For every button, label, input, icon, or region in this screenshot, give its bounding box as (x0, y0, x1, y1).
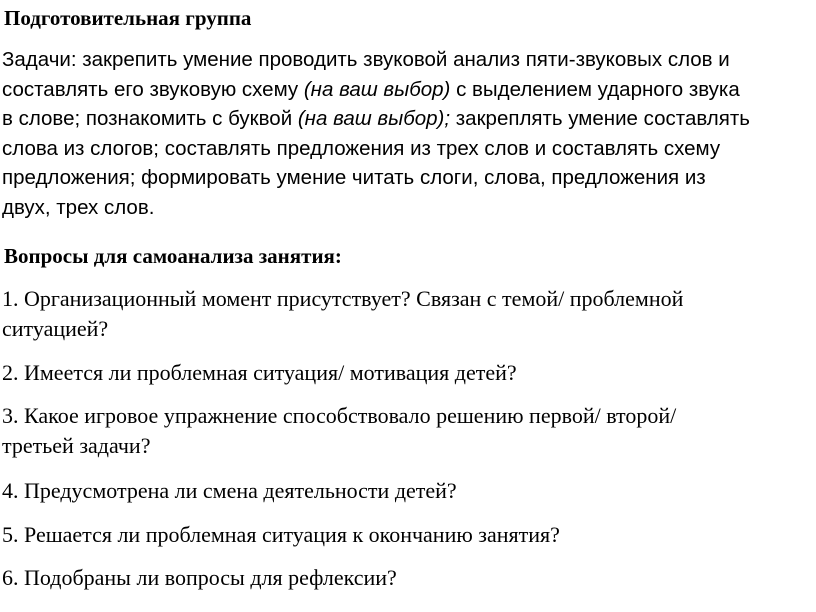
question-6-line-1: 6. Подобраны ли вопросы для рефлексии? (2, 565, 397, 590)
question-2 (2, 358, 808, 388)
tasks-line-2 (2, 75, 808, 105)
tasks-line-4: слова из слогов; составлять предложения из трех слов и составлять схему (2, 136, 721, 160)
tasks-line-6: двух, трех слов. (2, 195, 155, 219)
tasks-line-1: Задачи: закрепить умение проводить звуковой анализ пяти-звуковых слов и (2, 48, 730, 71)
question-6 (2, 563, 808, 593)
tasks-line-3-text-b: закреплять умение составлять (450, 107, 750, 130)
question-3-line-2: третьей задачи? (2, 432, 151, 458)
tasks-line-3 (2, 104, 808, 134)
question-4 (2, 476, 808, 506)
tasks-line-3-text-a: в слове; познакомить с буквой (2, 107, 298, 130)
question-4-line-1: 4. Предусмотрена ли смена деятельности детей? (2, 478, 457, 503)
question-5-line-1: 5. Решается ли проблемная ситуация к окончанию занятия? (2, 522, 560, 547)
question-1 (2, 284, 808, 343)
tasks-line-2-text-a: составлять его звуковую схему (2, 77, 304, 101)
tasks-paragraph (2, 45, 808, 222)
tasks-line-3-italic: (на ваш выбор); (297, 107, 451, 130)
section-title: Подготовительная группа (4, 6, 252, 30)
tasks-line-2-italic: (на ваш выбор) (303, 77, 451, 101)
question-5 (2, 520, 808, 550)
questions-title: Вопросы для самоанализа занятия: (4, 244, 342, 268)
tasks-line-2-text-b: с выделением ударного звука (450, 77, 740, 101)
tasks-line-5: предложения; формировать умение читать слоги, слова, предложения из (2, 166, 706, 189)
question-1-line-2: ситуацией? (2, 315, 109, 341)
question-1-line-1: 1. Организационный момент присутствует? Связан с темой/ проблемной (2, 286, 684, 311)
question-3 (2, 401, 808, 460)
question-3-line-1: 3. Какое игровое упражнение способствовало решению первой/ второй/ (2, 403, 677, 428)
question-2-line-1: 2. Имеется ли проблемная ситуация/ мотивация детей? (2, 360, 517, 385)
